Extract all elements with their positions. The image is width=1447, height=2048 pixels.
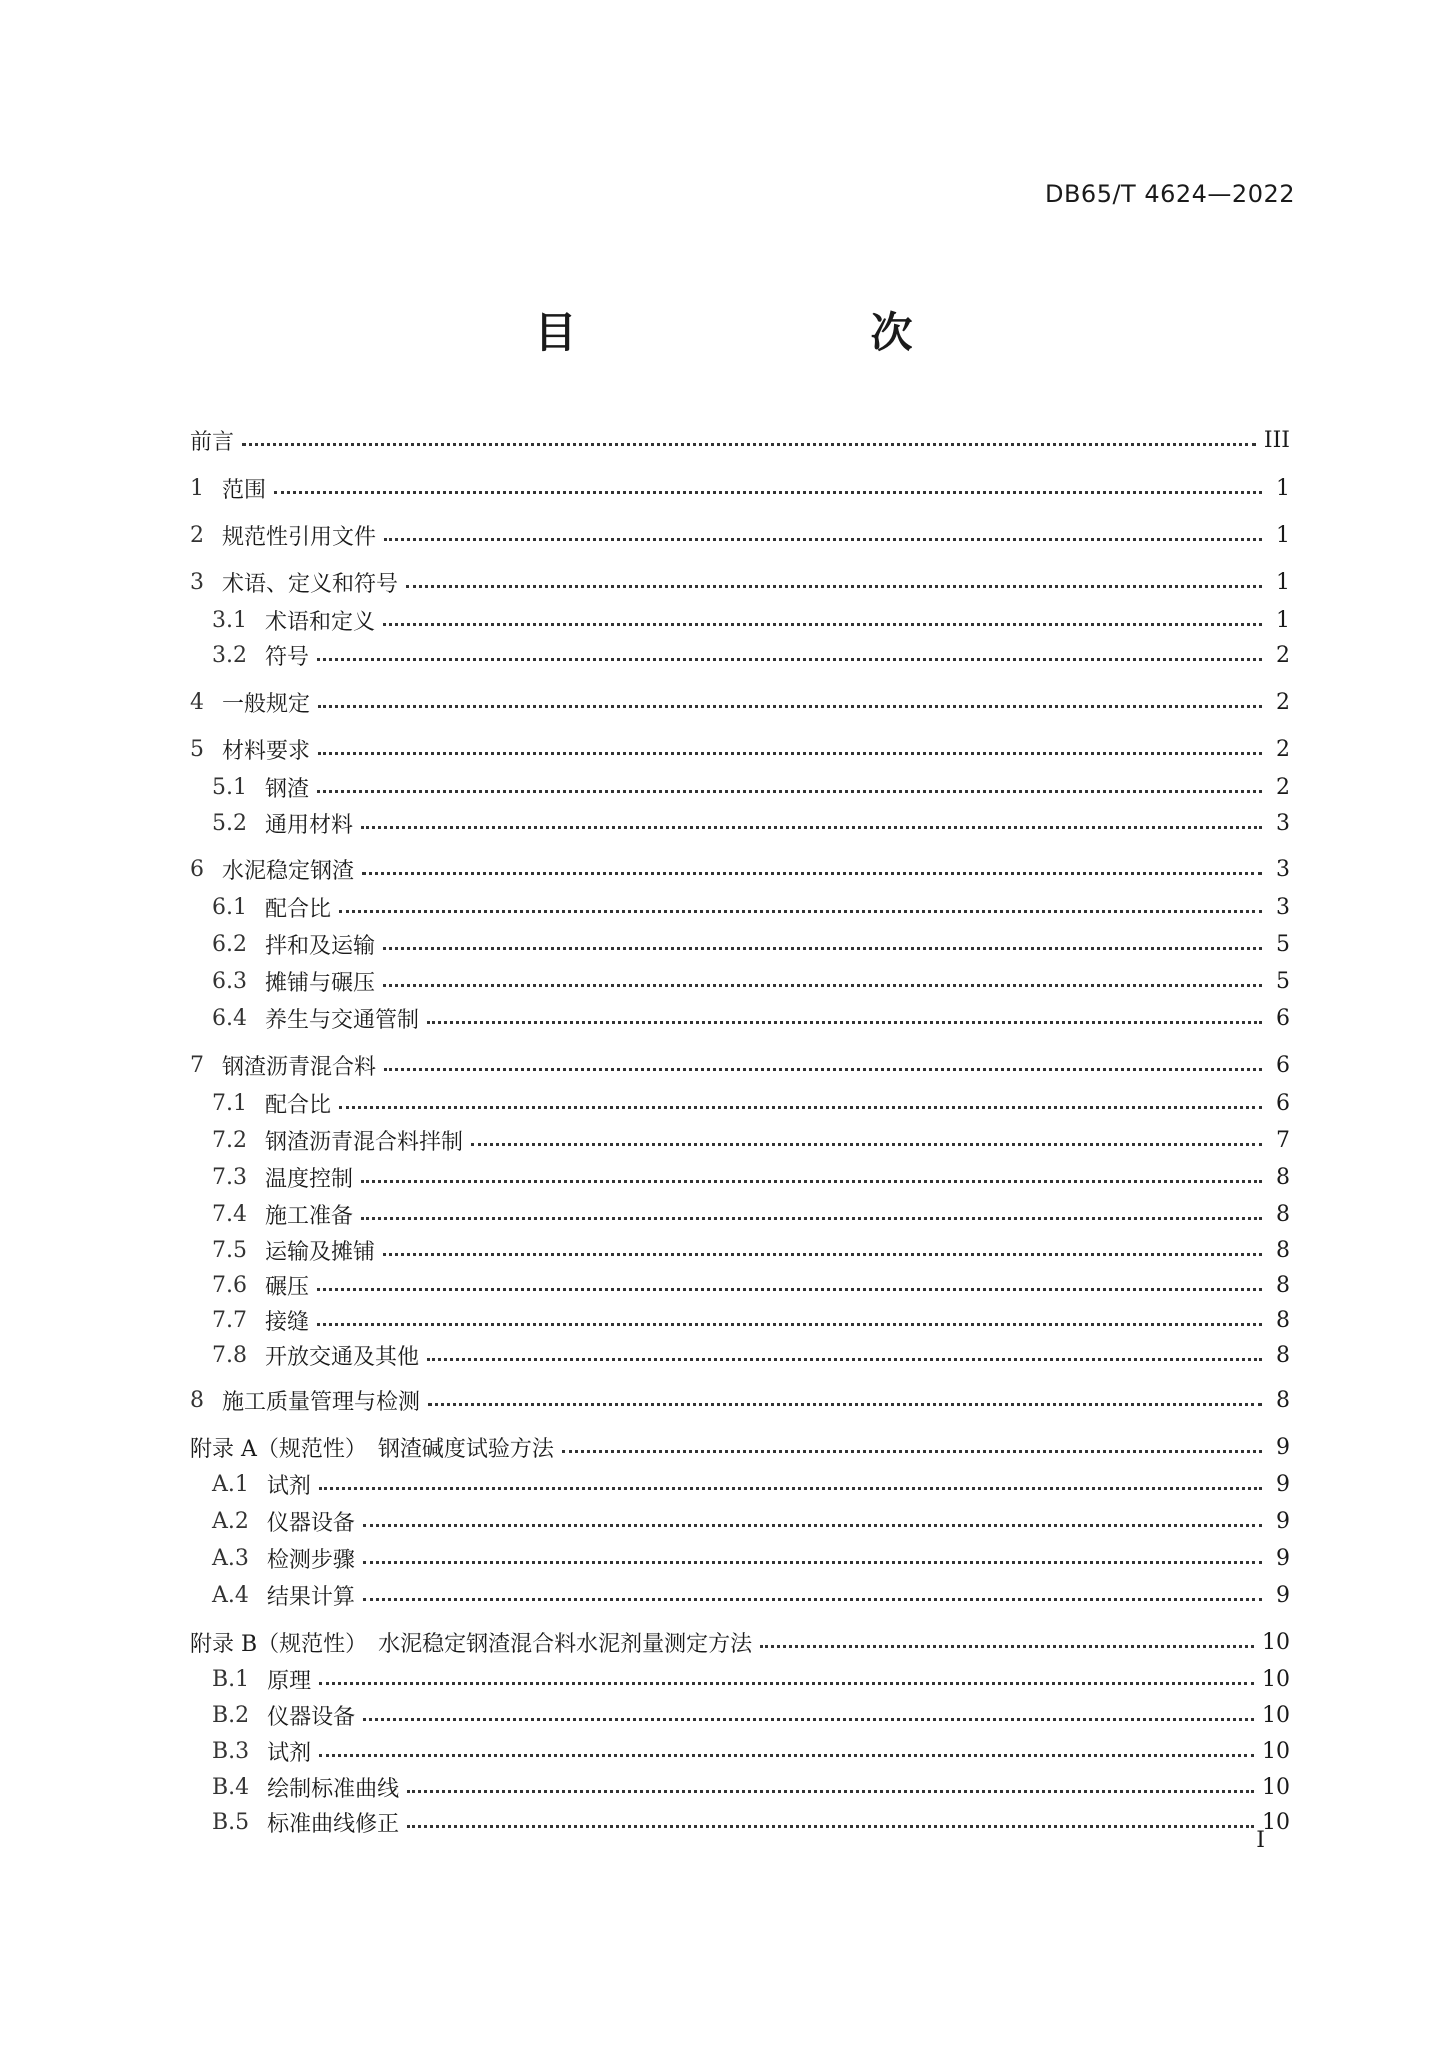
toc-entry[interactable] <box>190 770 1290 804</box>
toc-entry-label: 运输及摊铺 <box>265 1239 376 1265</box>
toc-entry-label: 配合比 <box>265 1092 332 1118</box>
toc-entry-page: 2 <box>1276 736 1290 762</box>
toc-entry[interactable] <box>190 1770 1290 1804</box>
toc-entry-page: 1 <box>1276 522 1290 548</box>
toc-entry-number: 7.4 <box>212 1201 247 1227</box>
toc-entry-page: 6 <box>1276 1090 1290 1116</box>
toc-entry-page: 9 <box>1276 1545 1290 1571</box>
toc-entry[interactable] <box>190 1383 1290 1417</box>
toc-entry-number: 7.7 <box>212 1307 247 1333</box>
toc-entry[interactable] <box>190 603 1290 637</box>
toc-entry-number: 3.1 <box>212 607 247 633</box>
toc-entry-page: 7 <box>1276 1127 1290 1153</box>
document-code: DB65/T 4624—2022 <box>1044 180 1295 208</box>
dot-leader <box>363 1524 1262 1527</box>
toc-entry[interactable] <box>190 1805 1290 1839</box>
dot-leader <box>384 1068 1262 1071</box>
toc-entry-label: 结果计算 <box>266 1584 355 1610</box>
toc-entry-page: 1 <box>1276 607 1290 633</box>
dot-leader <box>383 947 1262 950</box>
toc-entry-label: 钢渣沥青混合料 <box>222 1054 377 1080</box>
toc-entry[interactable] <box>190 1086 1290 1120</box>
toc-entry-label: 标准曲线修正 <box>267 1811 400 1837</box>
dot-leader <box>362 872 1262 875</box>
toc-entry-page: 8 <box>1276 1272 1290 1298</box>
dot-leader <box>383 1253 1262 1256</box>
dot-leader <box>339 910 1262 913</box>
toc-entry-label: 一般规定 <box>222 691 311 717</box>
toc-entry-number: 7.5 <box>212 1237 247 1263</box>
dot-leader <box>319 1682 1254 1685</box>
dot-leader <box>361 1180 1262 1183</box>
dot-leader <box>427 1358 1262 1361</box>
toc-entry-page: 1 <box>1276 569 1290 595</box>
toc-entry[interactable] <box>190 1303 1290 1337</box>
toc-entry-page: 6 <box>1276 1052 1290 1078</box>
toc-entry-page: 5 <box>1276 968 1290 994</box>
toc-entry-number: 6.1 <box>212 894 247 920</box>
dot-leader <box>562 1450 1262 1453</box>
toc-entry[interactable] <box>190 1734 1290 1768</box>
toc-entry-label: 配合比 <box>265 896 332 922</box>
toc-entry-number: 7.3 <box>212 1164 247 1190</box>
toc-entry[interactable] <box>190 1233 1290 1267</box>
toc-entry[interactable] <box>190 1504 1290 1538</box>
toc-entry[interactable] <box>190 1698 1290 1732</box>
toc-entry-label: 钢渣沥青混合料拌制 <box>265 1129 464 1155</box>
dot-leader <box>383 623 1262 626</box>
toc-entry[interactable] <box>190 1048 1290 1082</box>
toc-entry-label: 通用材料 <box>265 812 354 838</box>
toc-entry-label: 碾压 <box>265 1274 310 1300</box>
toc-entry-page: 10 <box>1262 1629 1290 1655</box>
dot-leader <box>406 585 1262 588</box>
toc-entry[interactable] <box>190 890 1290 924</box>
toc-entry-label: 水泥稳定钢渣 <box>222 858 355 884</box>
toc-entry-label: 摊铺与碾压 <box>265 970 376 996</box>
toc-entry-label: 符号 <box>265 644 310 670</box>
toc-entry-page: 2 <box>1276 774 1290 800</box>
dot-leader <box>384 538 1262 541</box>
dot-leader <box>319 1754 1254 1757</box>
toc-entry-label: 温度控制 <box>265 1166 354 1192</box>
toc-entry[interactable] <box>190 423 1290 457</box>
toc-entry-number: 6.3 <box>212 968 247 994</box>
toc-entry-page: 2 <box>1276 689 1290 715</box>
dot-leader <box>274 491 1262 494</box>
toc-entry-number: 7.1 <box>212 1090 247 1116</box>
dot-leader <box>363 1718 1254 1721</box>
toc-entry-label: 附录 B（规范性） 水泥稳定钢渣混合料水泥剂量测定方法 <box>190 1631 753 1657</box>
toc-entry-number: 2 <box>190 522 204 548</box>
toc-entry-page: 10 <box>1262 1702 1290 1728</box>
toc-entry-page: 3 <box>1276 856 1290 882</box>
toc-entry-page: 6 <box>1276 1005 1290 1031</box>
toc-entry-number: A.2 <box>212 1508 249 1534</box>
toc-entry[interactable] <box>190 1662 1290 1696</box>
toc-entry-number: 3.2 <box>212 642 247 668</box>
toc-entry[interactable] <box>190 1578 1290 1612</box>
toc-entry-number: B.1 <box>212 1666 250 1692</box>
toc-entry-page: 9 <box>1276 1582 1290 1608</box>
page-title: 目 次 <box>534 308 983 357</box>
toc-entry-page: 8 <box>1276 1387 1290 1413</box>
toc-entry-number: B.4 <box>212 1774 250 1800</box>
toc-entry[interactable] <box>190 1625 1290 1659</box>
toc-entry-label: 试剂 <box>266 1473 311 1499</box>
toc-entry-number: A.4 <box>212 1582 249 1608</box>
toc-entry-number: 5.2 <box>212 810 247 836</box>
toc-entry-label: 施工质量管理与检测 <box>222 1389 421 1415</box>
toc-entry-number: 3 <box>190 569 204 595</box>
toc-entry[interactable] <box>190 964 1290 998</box>
toc-entry-number: B.5 <box>212 1809 250 1835</box>
toc-entry-label: 原理 <box>267 1668 312 1694</box>
dot-leader <box>317 1288 1262 1291</box>
toc-entry-label: 钢渣 <box>265 776 310 802</box>
toc-entry-page: 8 <box>1276 1342 1290 1368</box>
toc-entry-page: 10 <box>1262 1666 1290 1692</box>
dot-leader <box>428 1403 1262 1406</box>
toc-entry-label: 规范性引用文件 <box>222 524 377 550</box>
toc-entry-number: A.3 <box>212 1545 249 1571</box>
dot-leader <box>471 1143 1262 1146</box>
toc-entry-number: 4 <box>190 689 204 715</box>
toc-entry[interactable] <box>190 471 1290 505</box>
toc-entry-label: 材料要求 <box>222 738 311 764</box>
toc-entry-label: 附录 A（规范性） 钢渣碱度试验方法 <box>190 1436 554 1462</box>
toc-entry-page: 8 <box>1276 1307 1290 1333</box>
toc-entry-number: 6.4 <box>212 1005 247 1031</box>
table-of-contents <box>190 0 1290 2048</box>
toc-entry[interactable] <box>190 1001 1290 1035</box>
toc-entry-number: 5 <box>190 736 204 762</box>
toc-entry-number: 7.8 <box>212 1342 247 1368</box>
page-number: I <box>1256 1828 1265 1853</box>
dot-leader <box>363 1598 1262 1601</box>
toc-entry-label: 检测步骤 <box>266 1547 355 1573</box>
toc-entry[interactable] <box>190 638 1290 672</box>
toc-entry-page: 2 <box>1276 642 1290 668</box>
toc-entry-number: 8 <box>190 1387 204 1413</box>
toc-entry[interactable] <box>190 1268 1290 1302</box>
toc-entry-page: 5 <box>1276 931 1290 957</box>
toc-entry[interactable] <box>190 565 1290 599</box>
toc-entry[interactable] <box>190 1338 1290 1372</box>
dot-leader <box>361 826 1262 829</box>
toc-entry-label: 试剂 <box>267 1740 312 1766</box>
dot-leader <box>318 705 1262 708</box>
dot-leader <box>363 1561 1262 1564</box>
toc-entry[interactable] <box>190 1541 1290 1575</box>
dot-leader <box>319 1487 1262 1490</box>
toc-entry-page: 3 <box>1276 810 1290 836</box>
dot-leader <box>317 790 1262 793</box>
dot-leader <box>407 1825 1254 1828</box>
toc-entry-page: 9 <box>1276 1434 1290 1460</box>
toc-entry-number: 1 <box>190 475 204 501</box>
toc-entry-number: 5.1 <box>212 774 247 800</box>
toc-entry-label: 仪器设备 <box>267 1704 356 1730</box>
toc-entry-label: 术语和定义 <box>265 609 376 635</box>
dot-leader <box>318 752 1262 755</box>
toc-entry[interactable] <box>190 852 1290 886</box>
dot-leader <box>361 1217 1262 1220</box>
toc-entry[interactable] <box>190 685 1290 719</box>
toc-entry[interactable] <box>190 1160 1290 1194</box>
toc-entry-page: 10 <box>1262 1774 1290 1800</box>
toc-entry-page: 8 <box>1276 1164 1290 1190</box>
toc-entry-number: 7.2 <box>212 1127 247 1153</box>
toc-entry[interactable] <box>190 806 1290 840</box>
toc-entry[interactable] <box>190 927 1290 961</box>
toc-entry-number: B.3 <box>212 1738 250 1764</box>
toc-entry-page: 8 <box>1276 1201 1290 1227</box>
toc-entry-label: 前言 <box>190 429 235 455</box>
toc-entry[interactable] <box>190 1123 1290 1157</box>
dot-leader <box>383 984 1262 987</box>
toc-entry-label: 施工准备 <box>265 1203 354 1229</box>
toc-entry-page: 10 <box>1262 1738 1290 1764</box>
toc-entry-number: 6.2 <box>212 931 247 957</box>
dot-leader <box>407 1790 1254 1793</box>
toc-entry-page: 9 <box>1276 1508 1290 1534</box>
toc-entry-page: 10 <box>1262 1809 1290 1835</box>
dot-leader <box>427 1021 1262 1024</box>
toc-entry-label: 接缝 <box>265 1309 310 1335</box>
toc-entry-label: 范围 <box>222 477 267 503</box>
toc-entry[interactable] <box>190 1467 1290 1501</box>
dot-leader <box>242 443 1256 446</box>
toc-entry-number: 7 <box>190 1052 204 1078</box>
toc-entry-page: 1 <box>1276 475 1290 501</box>
toc-entry-label: 仪器设备 <box>266 1510 355 1536</box>
toc-entry[interactable] <box>190 1197 1290 1231</box>
toc-entry-label: 养生与交通管制 <box>265 1007 420 1033</box>
toc-entry-page: 9 <box>1276 1471 1290 1497</box>
toc-entry[interactable] <box>190 1430 1290 1464</box>
toc-entry-page: III <box>1263 427 1290 453</box>
toc-entry-page: 8 <box>1276 1237 1290 1263</box>
toc-entry[interactable] <box>190 518 1290 552</box>
toc-entry-label: 术语、定义和符号 <box>222 571 399 597</box>
toc-entry-number: B.2 <box>212 1702 250 1728</box>
toc-entry[interactable] <box>190 732 1290 766</box>
toc-entry-number: 7.6 <box>212 1272 247 1298</box>
toc-entry-number: 6 <box>190 856 204 882</box>
toc-entry-label: 绘制标准曲线 <box>267 1776 400 1802</box>
dot-leader <box>339 1106 1262 1109</box>
toc-entry-number: A.1 <box>212 1471 249 1497</box>
toc-entry-label: 拌和及运输 <box>265 933 376 959</box>
toc-entry-label: 开放交通及其他 <box>265 1344 420 1370</box>
toc-entry-page: 3 <box>1276 894 1290 920</box>
dot-leader <box>760 1645 1254 1648</box>
dot-leader <box>317 1323 1262 1326</box>
dot-leader <box>317 658 1262 661</box>
